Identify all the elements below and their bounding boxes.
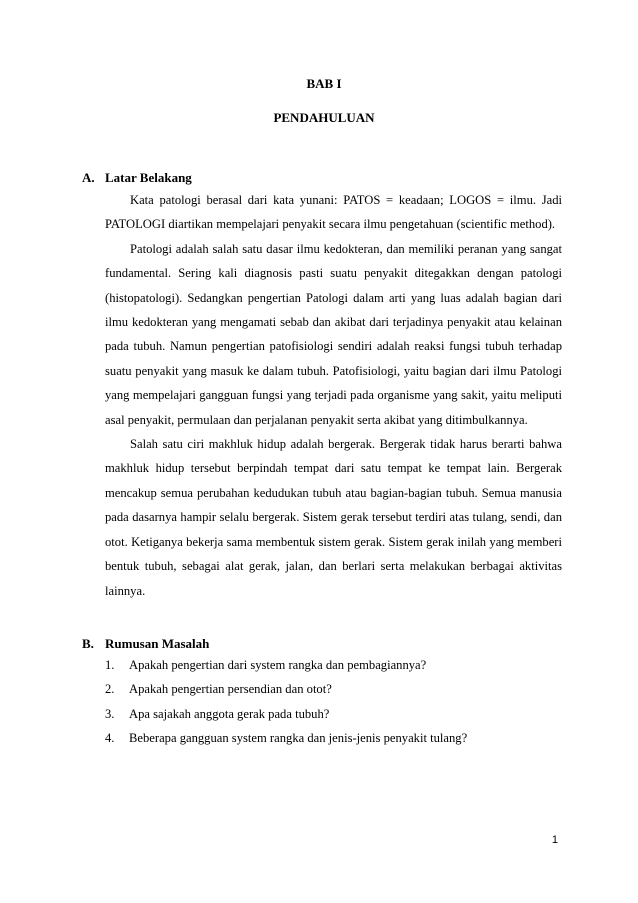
list-text: Beberapa gangguan system rangka dan jenis-jenis penyakit tulang?	[129, 730, 468, 745]
list-text: Apa sajakah anggota gerak pada tubuh?	[129, 706, 330, 721]
paragraph: Salah satu ciri makhluk hidup adalah bergerak. Bergerak tidak harus berarti bahwa makhluk hidup tersebut berpindah tempat dari satu tempat ke tempat lain. Bergerak mencakup semua perubahan kedudukan tubuh atau bagian-bagian tubuh. Semua manusia pada dasarnya hampir selalu bergerak. Sistem gerak tersebut terdiri atas tulang, sendi, dan otot. Ketiganya bekerja sama membentuk sistem gerak. Sistem gerak inilah yang memberi bentuk tubuh, sebagai alat gerak, jalan, dan berlari serta melakukan berbagai aktivitas lainnya.	[105, 437, 562, 598]
section-b-letter: B.	[82, 636, 94, 651]
list-number: 2.	[105, 682, 115, 697]
list-item	[105, 677, 565, 701]
list-item	[105, 653, 565, 677]
chapter-title: BAB I	[306, 76, 342, 91]
section-b-heading	[82, 636, 209, 652]
section-a-heading	[82, 170, 192, 186]
section-a-body	[105, 188, 562, 603]
list-text: Apakah pengertian dari system rangka dan pembagiannya?	[129, 658, 427, 672]
problem-list	[105, 653, 565, 750]
section-b-title: Rumusan Masalah	[105, 636, 210, 651]
list-text: Apakah pengertian persendian dan otot?	[129, 682, 332, 697]
paragraph: Patologi adalah salah satu dasar ilmu kedokteran, dan memiliki peranan yang sangat fundamental. Sering kali diagnosis pasti suatu penyakit ditegakkan dengan patologi (histopatologi). Sedangkan pengertian Patologi dalam arti yang luas adalah bagian dari ilmu kedokteran yang mengamati sebab dan akibat dari terjadinya penyakit atau kelainan pada tubuh. Namun pengertian patofisiologi sendiri adalah reaksi fungsi tubuh terhadap suatu penyakit yang masuk ke dalam tubuh. Patofisiologi, yaitu bagian dari ilmu Patologi yang mempelajari gangguan fungsi yang terjadi pada organisme yang sakit, yaitu meliputi asal penyakit, permulaan dan perjalanan penyakit serta akibat yang ditimbulkannya.	[105, 241, 562, 427]
list-number: 1.	[105, 658, 115, 672]
list-number: 4.	[105, 730, 115, 745]
list-number: 3.	[105, 706, 115, 721]
section-a-title: Latar Belakang	[105, 170, 192, 185]
list-item	[105, 726, 565, 750]
chapter-subtitle: PENDAHULUAN	[273, 110, 375, 125]
list-item	[105, 702, 565, 726]
page-number: 1	[551, 834, 558, 846]
section-a-letter: A.	[82, 170, 95, 185]
paragraph: Kata patologi berasal dari kata yunani: PATOS = keadaan; LOGOS = ilmu. Jadi PATOLOGI diartikan mempelajari penyakit secara ilmu pengetahuan (scientific method).	[105, 193, 562, 232]
